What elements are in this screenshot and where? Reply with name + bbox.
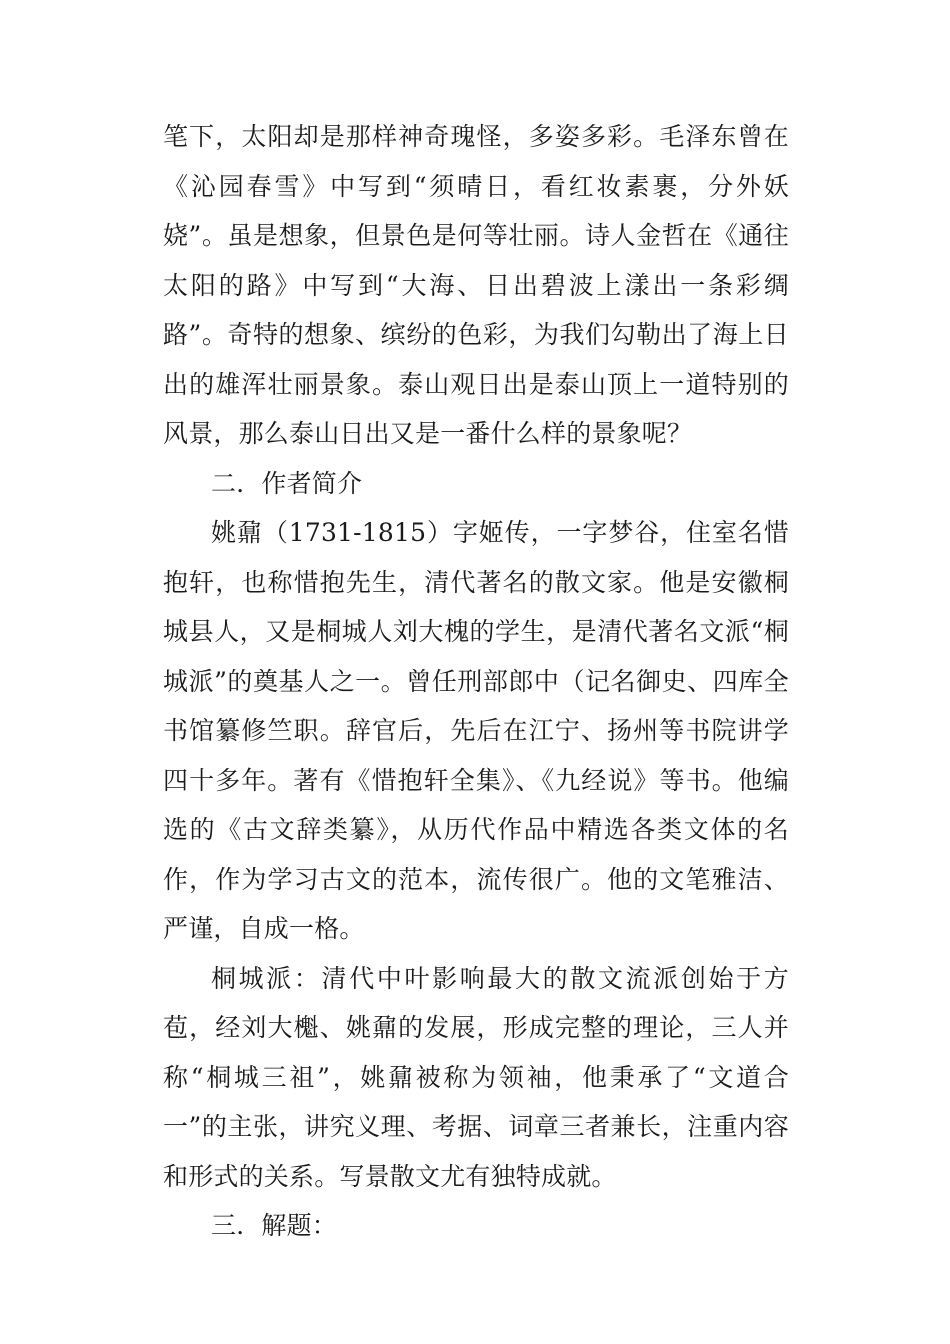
section-heading-title-explanation: 三．解题： <box>211 1211 338 1240</box>
document-body <box>163 112 789 1251</box>
author-bio-paragraph: 姚鼐（1731-1815）字姬传，一字梦谷，住室名惜抱轩，也称惜抱先生，清代著名的散文家。他是安徽桐城县人，又是桐城人刘大槐的学生，是清代著名文派“桐城派”的奠基人之一。曾任刑部郎中（记名御史、四库全书馆纂修竺职。辞官后，先后在江宁、扬州等书院讲学四十多年。著有《惜抱轩全集》、《九经说》等书。他编选的《古文辞类纂》，从历代作品中精选各类文体的名作，作为学习古文的范本，流传很广。他的文笔雅洁、严谨，自成一格。 <box>163 518 789 943</box>
section-heading-author: 二．作者简介 <box>211 468 363 498</box>
tongcheng-school-paragraph: 桐城派：清代中叶影响最大的散文流派创始于方苞，经刘大櫆、姚鼐的发展，形成完整的理论，三人并称“桐城三祖”，姚鼐被称为领袖，他秉承了“文道合一”的主张，讲究义理、考据、词章三者兼长，注重内容和形式的关系。写景散文尤有独特成就。 <box>163 963 789 1191</box>
intro-paragraph: 笔下，太阳却是那样神奇瑰怪，多姿多彩。毛泽东曾在《沁园春雪》中写到“须晴日，看红妆素裹，分外妖娆”。虽是想象，但景色是何等壮丽。诗人金哲在《通往太阳的路》中写到“大海、日出碧波上漾出一条彩绸路”。奇特的想象、缤纷的色彩，为我们勾勒出了海上日出的雄浑壮丽景象。泰山观日出是泰山顶上一道特别的风景，那么泰山日出又是一番什么样的景象呢？ <box>163 122 789 448</box>
